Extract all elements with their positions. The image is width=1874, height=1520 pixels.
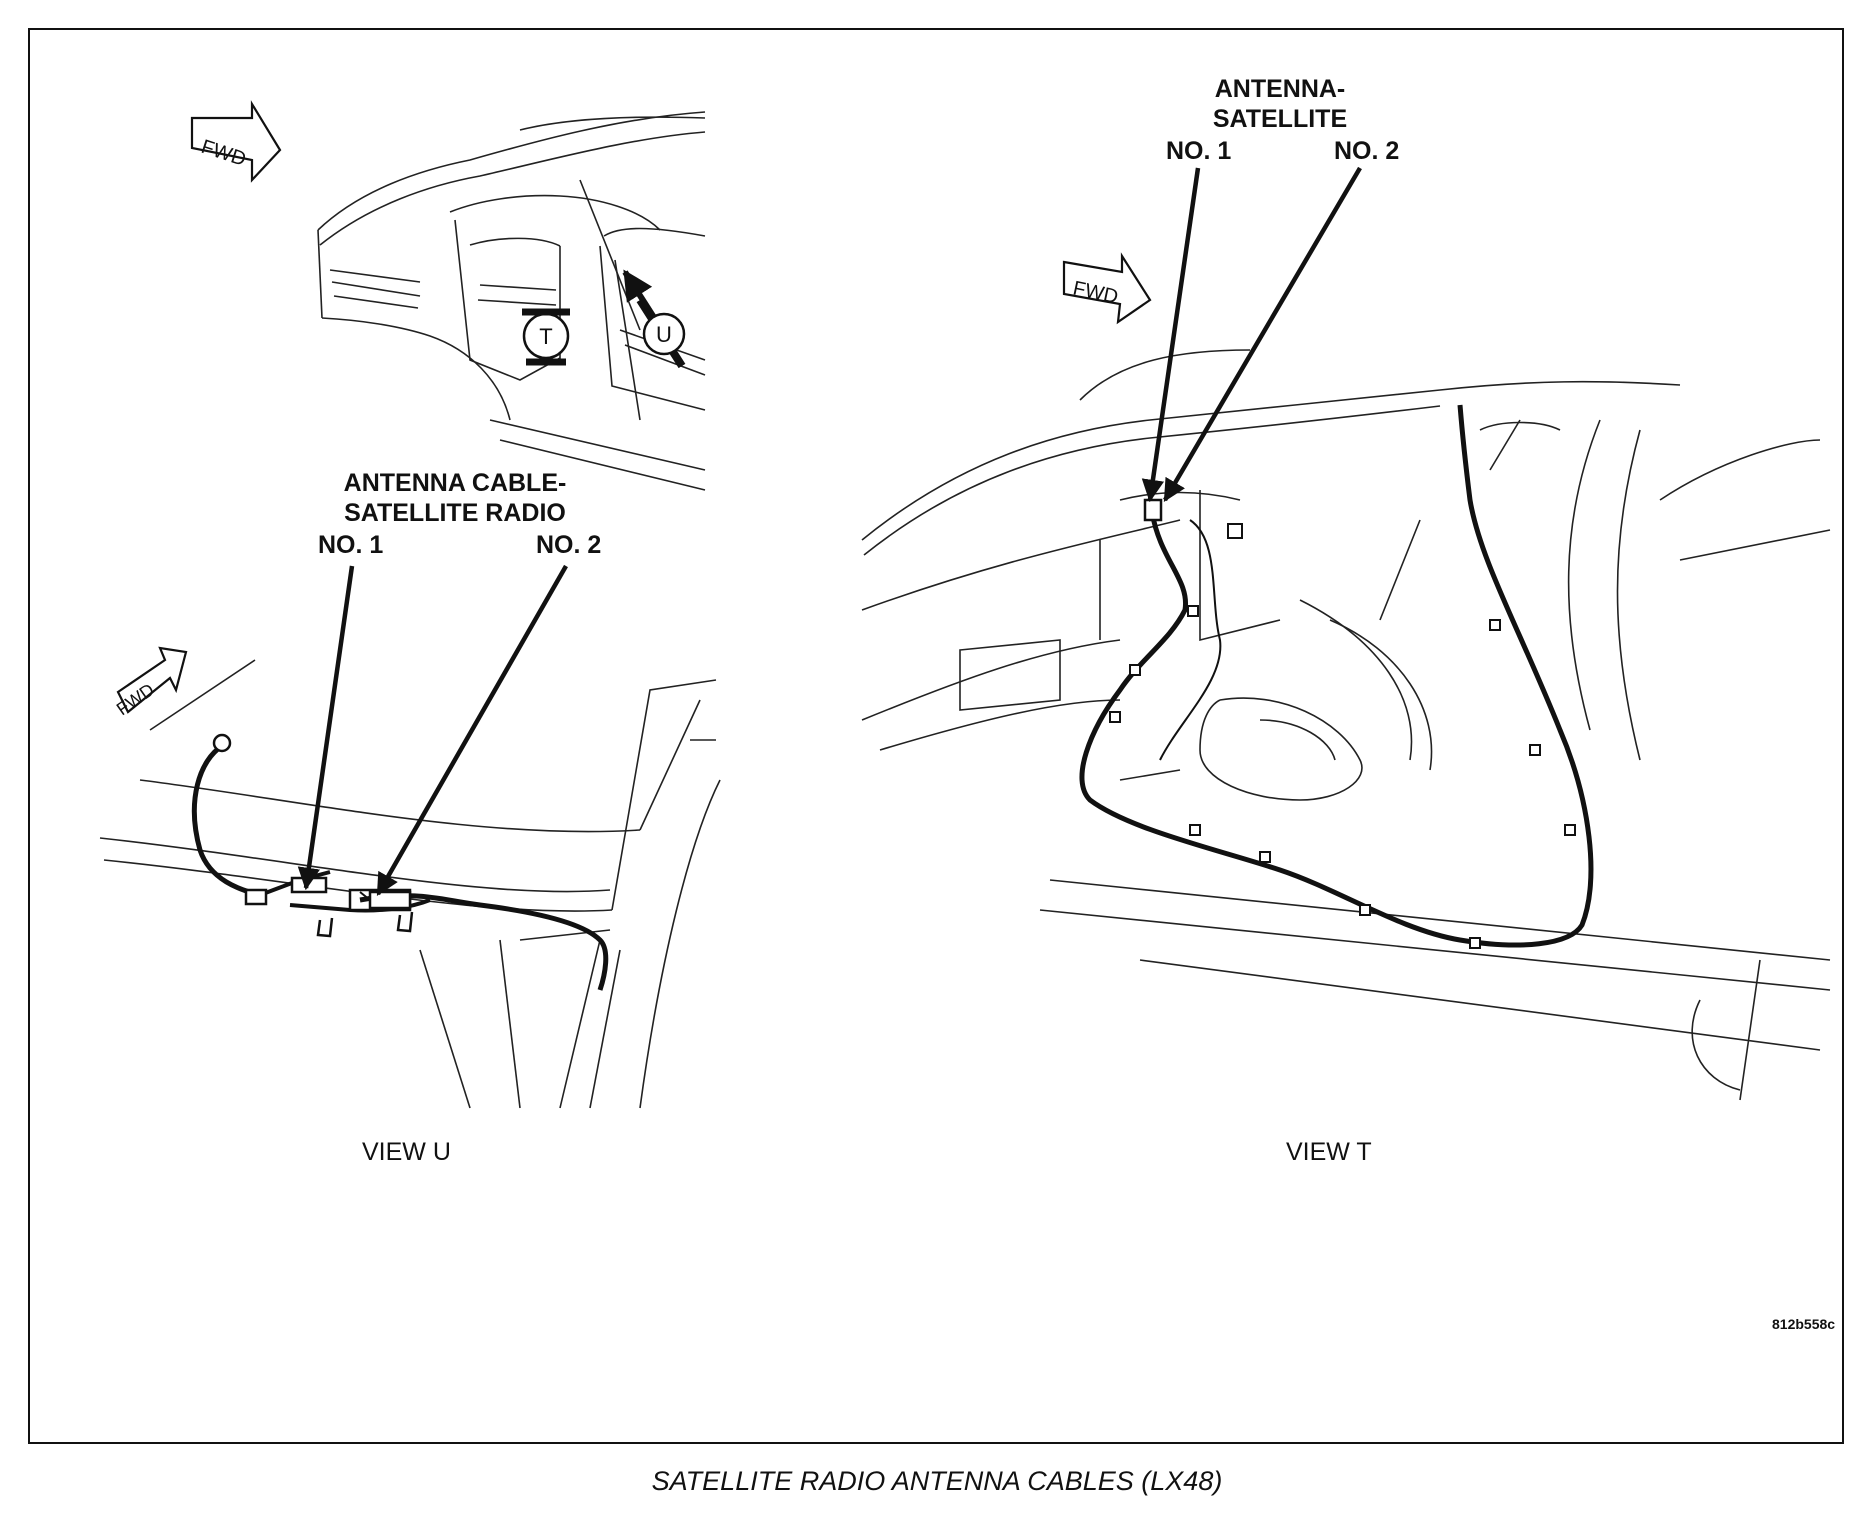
fwd-label: FWD — [1070, 277, 1121, 309]
antenna-cable-title-line1: ANTENNA CABLE- — [343, 469, 567, 497]
figure-id: 812b558c — [1772, 1316, 1836, 1332]
antenna-satellite-title-t — [1200, 74, 1360, 134]
view-t-label: VIEW T — [1286, 1138, 1372, 1166]
callout-u — [625, 272, 684, 366]
leader-line-no2-t — [1165, 168, 1360, 500]
leader-line-no1-u — [306, 566, 352, 888]
fwd-label: FWD — [112, 679, 158, 720]
callout-t — [522, 312, 570, 362]
antenna-cable-title-line2: SATELLITE RADIO — [344, 499, 566, 527]
leader-line-no1-t — [1150, 168, 1198, 500]
fwd-arrow-icon — [192, 104, 280, 180]
antenna-no2-label-t: NO. 2 — [1334, 137, 1400, 165]
antenna-satellite-title-line1: ANTENNA- — [1214, 75, 1346, 103]
trunk-illustration — [862, 350, 1830, 1100]
fwd-label: FWD — [198, 135, 249, 171]
antenna-satellite-title-line2: SATELLITE — [1212, 105, 1348, 133]
antenna-cable-view-u — [194, 735, 605, 990]
fwd-arrow-icon — [1064, 256, 1150, 322]
fwd-arrow-icon — [113, 648, 186, 719]
antenna-cable-title-u — [330, 468, 580, 528]
callout-t-letter: T — [539, 324, 553, 349]
cable-no2-label-u: NO. 2 — [536, 531, 602, 559]
floor-detail-illustration — [100, 660, 720, 1108]
figure-caption: SATELLITE RADIO ANTENNA CABLES (LX48) — [651, 1466, 1223, 1496]
callout-u-letter: U — [656, 322, 672, 347]
antenna-no1-label-t: NO. 1 — [1166, 137, 1232, 165]
leader-line-no2-u — [378, 566, 566, 894]
antenna-cable-view-t — [1082, 405, 1591, 948]
cable-no1-label-u: NO. 1 — [318, 531, 384, 559]
view-u-label: VIEW U — [362, 1138, 451, 1166]
